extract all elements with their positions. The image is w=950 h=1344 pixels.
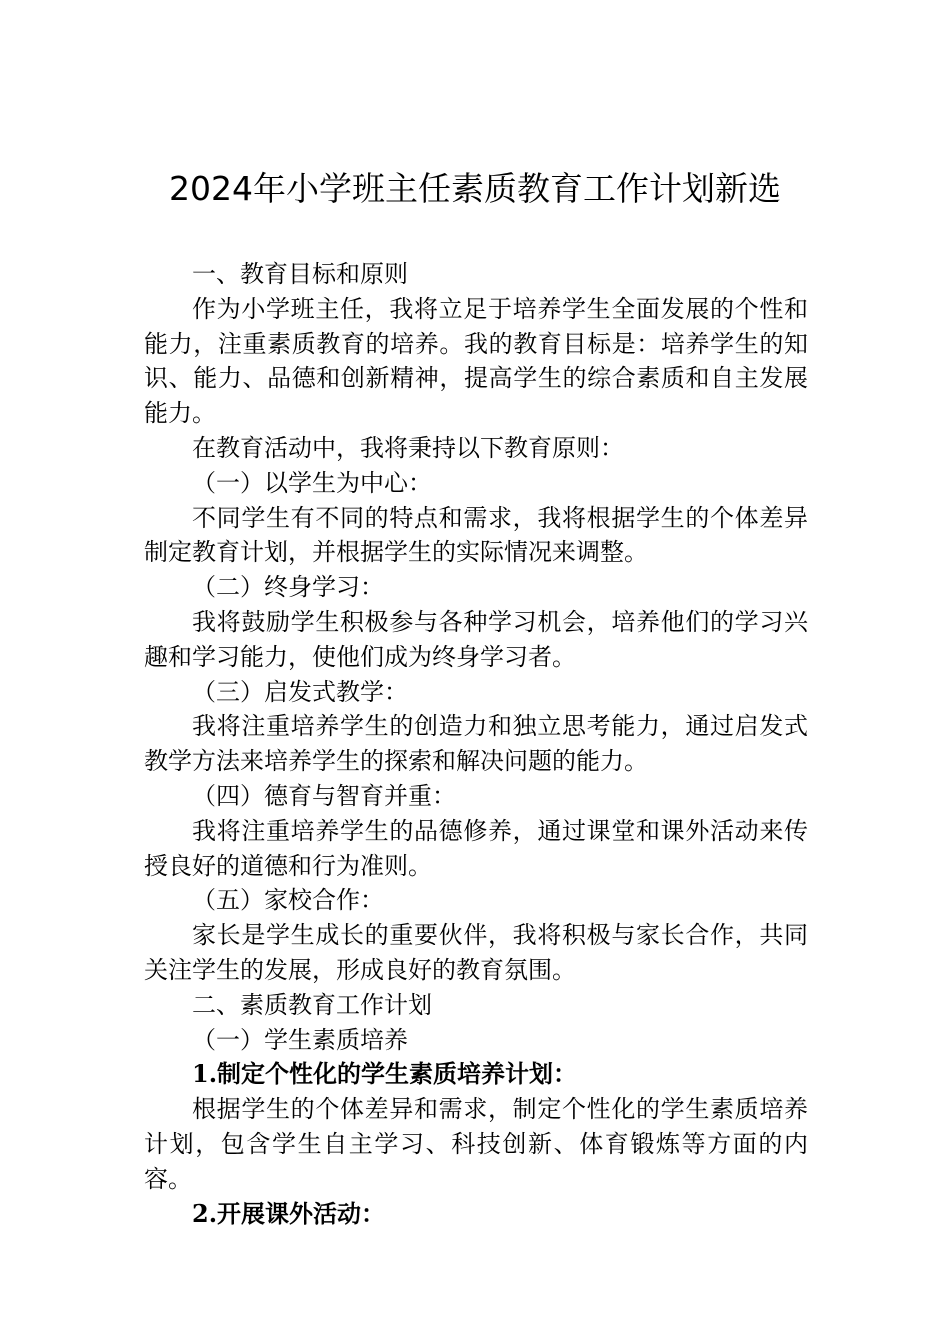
principle-text-3: 我将注重培养学生的创造力和独立思考能力，通过启发式教学方法来培养学生的探索和解决问题的能力。 — [144, 712, 808, 776]
principle-heading-4: （四）德育与智育并重： — [192, 781, 456, 810]
principle-text-2: 我将鼓励学生积极参与各种学习机会，培养他们的学习兴趣和学习能力，使他们成为终身学习者。 — [144, 607, 808, 671]
document-title: 2024年小学班主任素质教育工作计划新选 — [169, 169, 781, 208]
item-text-1: 根据学生的个体差异和需求，制定个性化的学生素质培养计划，包含学生自主学习、科技创新、体育锻炼等方面的内容。 — [144, 1095, 808, 1193]
document-body — [144, 257, 808, 1231]
principle-heading-3: （三）启发式教学： — [192, 677, 408, 706]
principle-heading-2: （二）终身学习： — [192, 573, 384, 602]
subsection-heading-student-quality: （一）学生素质培养 — [192, 1025, 408, 1054]
item-heading-2: 2.开展课外活动： — [192, 1198, 386, 1228]
principle-text-4: 我将注重培养学生的品德修养，通过课堂和课外活动来传授良好的道德和行为准则。 — [144, 816, 808, 880]
section-heading-goals: 一、教育目标和原则 — [192, 260, 408, 288]
paragraph-principles-intro: 在教育活动中，我将秉持以下教育原则： — [192, 433, 624, 462]
principle-text-5: 家长是学生成长的重要伙伴，我将积极与家长合作，共同关注学生的发展，形成良好的教育氛围。 — [144, 921, 808, 984]
principle-heading-5: （五）家校合作： — [192, 886, 384, 915]
principle-text-1: 不同学生有不同的特点和需求，我将根据学生的个体差异制定教育计划，并根据学生的实际情况来调整。 — [144, 503, 808, 567]
item-heading-1: 1.制定个性化的学生素质培养计划： — [192, 1059, 578, 1089]
section-heading-plan: 二、素质教育工作计划 — [192, 990, 432, 1019]
principle-heading-1: （一）以学生为中心： — [192, 468, 432, 497]
paragraph-goals: 作为小学班主任，我将立足于培养学生全面发展的个性和能力，注重素质教育的培养。我的教育目标是：培养学生的知识、能力、品德和创新精神，提高学生的综合素质和自主发展能力。 — [144, 294, 808, 428]
